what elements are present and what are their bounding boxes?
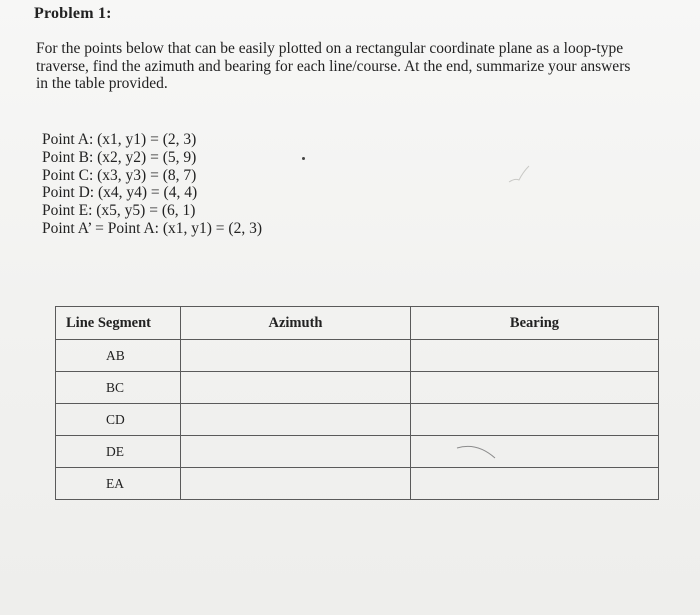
instruction-line: For the points below that can be easily plotted on a rectangular coordinate plane as a loop-type: [36, 40, 624, 57]
instruction-line: traverse, find the azimuth and bearing for each line/course. At the end, summarize your answers: [36, 57, 631, 75]
point-c: Point C: (x3, y3) = (8, 7): [42, 166, 197, 184]
azimuth-cell[interactable]: [181, 436, 411, 468]
table-row: [56, 340, 659, 372]
azimuth-cell[interactable]: [181, 468, 411, 500]
bearing-cell[interactable]: [411, 340, 659, 372]
segment-cell: CD: [56, 404, 181, 436]
point-a-prime: Point A’ = Point A: (x1, y1) = (2, 3): [42, 219, 262, 237]
point-e: Point E: (x5, y5) = (6, 1): [42, 202, 196, 220]
instruction-line: in the table provided.: [36, 75, 168, 92]
point-b: Point B: (x2, y2) = (5, 9): [42, 148, 197, 166]
header-bearing: Bearing: [411, 307, 659, 340]
segment-cell: AB: [56, 340, 181, 372]
table-row: [56, 468, 659, 500]
segment-cell: DE: [56, 436, 181, 468]
segment-cell: BC: [56, 372, 181, 404]
problem-title: Problem 1:: [34, 5, 112, 22]
answer-table: [55, 306, 659, 500]
answer-table-wrapper: [55, 306, 659, 500]
pen-scribble: [455, 440, 505, 470]
azimuth-cell[interactable]: [181, 404, 411, 436]
stray-dot: [302, 157, 305, 160]
bearing-cell[interactable]: [411, 404, 659, 436]
segment-cell: EA: [56, 468, 181, 500]
table-row: [56, 372, 659, 404]
bearing-cell[interactable]: [411, 468, 659, 500]
header-azimuth: Azimuth: [181, 307, 411, 340]
point-a: Point A: (x1, y1) = (2, 3): [42, 131, 197, 148]
azimuth-cell[interactable]: [181, 340, 411, 372]
table-row: [56, 436, 659, 468]
table-header-row: [56, 307, 659, 340]
bearing-cell[interactable]: [411, 372, 659, 404]
point-list: [42, 131, 262, 238]
point-d: Point D: (x4, y4) = (4, 4): [42, 184, 198, 202]
table-row: [56, 404, 659, 436]
azimuth-cell[interactable]: [181, 372, 411, 404]
problem-instructions: [36, 40, 666, 93]
header-line-segment: Line Segment: [56, 307, 181, 340]
pencil-mark: [505, 160, 535, 190]
bearing-cell[interactable]: [411, 436, 659, 468]
